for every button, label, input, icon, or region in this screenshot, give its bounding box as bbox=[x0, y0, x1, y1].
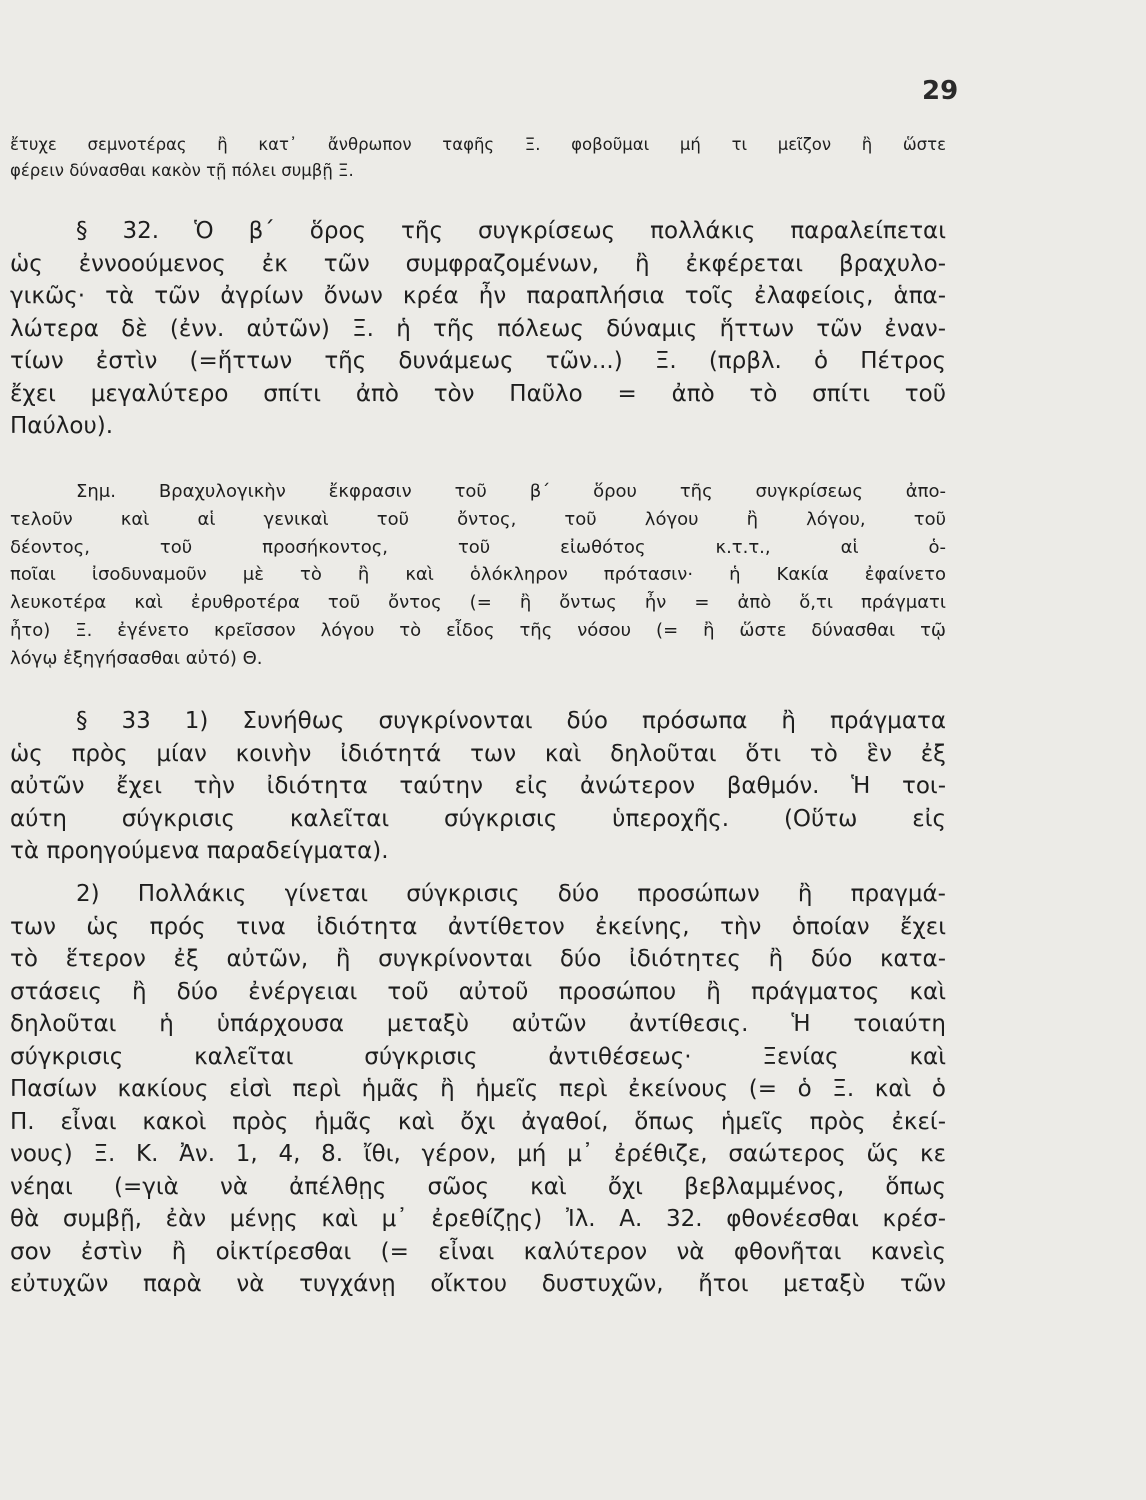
note-block bbox=[10, 478, 946, 673]
text-line: νους) Ξ. Κ. Ἀν. 1, 4, 8. ἴθι, γέρον, μή μ᾽ ἐρέθιζε, σαώτερος ὥς κε bbox=[10, 1141, 946, 1167]
text-line: ἦτο) Ξ. ἐγένετο κρεῖσσον λόγου τὸ εἶδος τῆς νόσου (= ἢ ὥστε δύνασθαι τῷ bbox=[10, 619, 946, 641]
text-line: νέηαι (=γιὰ νὰ ἀπέλθῃς σῶος καὶ ὄχι βεβλαμμένος, ὅπως bbox=[10, 1173, 946, 1200]
text-line: δέοντος, τοῦ προσήκοντος, τοῦ εἰωθότος κ.τ.τ., αἱ ὁ- bbox=[10, 536, 946, 558]
text-line: τελοῦν καὶ αἱ γενικαὶ τοῦ ὄντος, τοῦ λόγου ἢ λόγου, τοῦ bbox=[10, 508, 946, 530]
text-line: αύτη σύγκρισις καλεῖται σύγκρισις ὑπεροχῆς. (Οὕτω εἰς bbox=[10, 805, 946, 832]
text-line: ἔχει μεγαλύτερο σπίτι ἀπὸ τὸν Παῦλο = ἀπὸ τὸ σπίτι τοῦ bbox=[10, 380, 946, 407]
text-line: ποῖαι ἰσοδυναμοῦν μὲ τὸ ἢ καὶ ὁλόκληρον πρότασιν· ἡ Κακία ἐφαίνετο bbox=[10, 564, 946, 586]
text-line: δηλοῦται ἡ ὑπάρχουσα μεταξὺ αὐτῶν ἀντίθεσις. Ἡ τοιαύτη bbox=[10, 1011, 946, 1037]
text-line: σύγκρισις καλεῖται σύγκρισις ἀντιθέσεως· Ξενίας καὶ bbox=[10, 1043, 946, 1070]
text-line: 2) Πολλάκις γίνεται σύγκρισις δύο προσώπων ἢ πραγμά- bbox=[76, 881, 946, 907]
text-line: σον ἐστὶν ἢ οἰκτίρεσθαι (= εἶναι καλύτερον νὰ φθονῆται κανεὶς bbox=[10, 1238, 946, 1265]
text-line: § 32. Ὁ β΄ ὅρος τῆς συγκρίσεως πολλάκις παραλείπεται bbox=[76, 218, 946, 244]
text-line: § 33 1) Συνήθως συγκρίνονται δύο πρόσωπα ἢ πράγματα bbox=[76, 708, 946, 734]
text-line: λόγῳ ἐξηγήσασθαι αὐτό) Θ. bbox=[10, 647, 263, 669]
text-line: Π. εἶναι κακοὶ πρὸς ἡμᾶς καὶ ὄχι ἀγαθοί, ὅπως ἡμεῖς πρὸς ἐκεί- bbox=[10, 1108, 946, 1135]
text-line: ὡς ἐννοούμενος ἐκ τῶν συμφραζομένων, ἢ ἐκφέρεται βραχυλο- bbox=[10, 250, 946, 277]
text-line: Παύλου). bbox=[10, 413, 114, 439]
text-line: λώτερα δὲ (ἐνν. αὐτῶν) Ξ. ἡ τῆς πόλεως δύναμις ἥττων τῶν ἐναν- bbox=[10, 315, 946, 342]
text-line: θὰ συμβῇ, ἐὰν μένῃς καὶ μ᾽ ἐρεθίζῃς) Ἰλ. Α. 32. φθονέεσθαι κρέσ- bbox=[10, 1206, 946, 1232]
section-33-part-2 bbox=[10, 878, 946, 1301]
section-32 bbox=[10, 215, 946, 443]
page-number: 29 bbox=[922, 76, 959, 106]
text-line: ὡς πρὸς μίαν κοινὴν ἰδιότητά των καὶ δηλοῦται ὅτι τὸ ἓν ἐξ bbox=[10, 740, 946, 767]
text-continuation bbox=[10, 132, 946, 184]
text-line: αὐτῶν ἔχει τὴν ἰδιότητα ταύτην εἰς ἀνώτερον βαθμόν. Ἡ τοι- bbox=[10, 773, 946, 799]
text-line: λευκοτέρα καὶ ἐρυθροτέρα τοῦ ὄντος (= ἢ ὄντως ἦν = ἀπὸ ὅ,τι πράγματι bbox=[10, 592, 946, 614]
text-line: των ὡς πρός τινα ἰδιότητα ἀντίθετον ἐκείνης, τὴν ὁποίαν ἔχει bbox=[10, 913, 946, 940]
text-line: Πασίων κακίους εἰσὶ περὶ ἡμᾶς ἢ ἡμεῖς περὶ ἐκείνους (= ὁ Ξ. καὶ ὁ bbox=[10, 1076, 946, 1102]
text-line: φέρειν δύνασθαι κακὸν τῇ πόλει συμβῇ Ξ. bbox=[10, 161, 354, 180]
section-33-part-1 bbox=[10, 705, 946, 868]
text-line: εὐτυχῶν παρὰ νὰ τυγχάνῃ οἴκτου δυστυχῶν, ἤτοι μεταξὺ τῶν bbox=[10, 1271, 946, 1297]
text-line: τίων ἐστὶν (=ἥττων τῆς δυνάμεως τῶν...) Ξ. (πρβλ. ὁ Πέτρος bbox=[10, 348, 946, 374]
text-line: στάσεις ἢ δύο ἐνέργειαι τοῦ αὐτοῦ προσώπου ἢ πράγματος καὶ bbox=[10, 978, 946, 1005]
text-line: γικῶς· τὰ τῶν ἀγρίων ὄνων κρέα ἦν παραπλήσια τοῖς ἐλαφείοις, ἁπα- bbox=[10, 283, 946, 309]
text-line: Σημ. Βραχυλογικὴν ἔκφρασιν τοῦ β΄ ὅρου τῆς συγκρίσεως ἀπο- bbox=[76, 481, 946, 502]
text-line: τὸ ἕτερον ἐξ αὐτῶν, ἢ συγκρίνονται δύο ἰδιότητες ἢ δύο κατα- bbox=[10, 946, 946, 972]
text-line: ἔτυχε σεμνοτέρας ἢ κατ᾽ ἄνθρωπον ταφῆς Ξ. φοβοῦμαι μή τι μεῖζον ἢ ὥστε bbox=[10, 135, 946, 154]
text-line: τὰ προηγούμενα παραδείγματα). bbox=[10, 838, 389, 864]
